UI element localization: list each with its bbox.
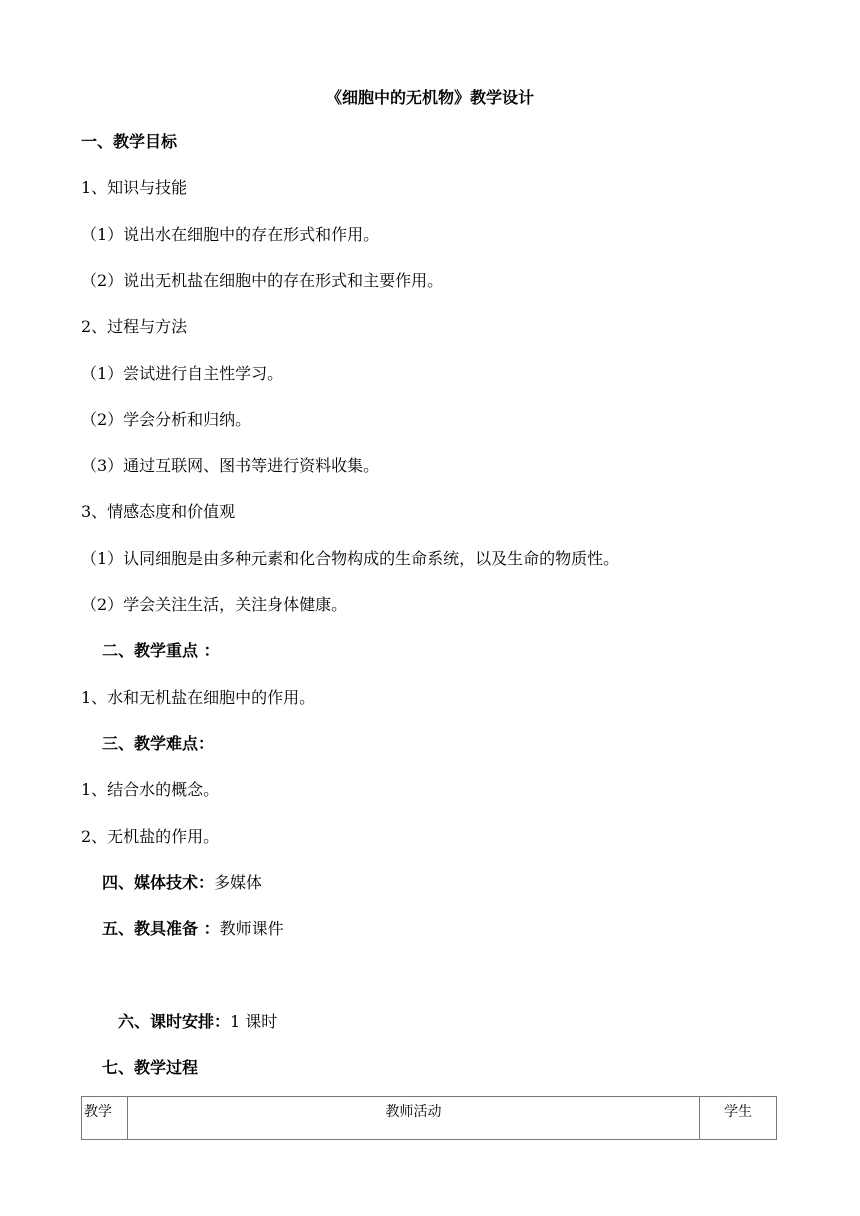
document-title: 《细胞中的无机物》教学设计 [325, 88, 534, 107]
table-header-teacher-activity: 教师活动 [128, 1097, 700, 1139]
difficulty-item: 2、无机盐的作用。 [81, 827, 220, 846]
section-difficulties-heading: 三、教学难点： [102, 734, 215, 753]
section-teaching-objectives-heading: 一、教学目标 [81, 132, 178, 151]
objective-item: （1）尝试进行自主性学习。 [81, 364, 284, 383]
section-media-technology-value: 多媒体 [214, 873, 263, 892]
table-header-teaching: 教学 [82, 1097, 128, 1139]
teaching-process-table [81, 1096, 777, 1140]
section-class-schedule-value: 1 课时 [230, 1012, 278, 1031]
key-point-item: 1、水和无机盐在细胞中的作用。 [81, 688, 316, 707]
objective-item: （2）学会关注生活，关注身体健康。 [81, 595, 348, 614]
section-class-schedule [118, 1012, 277, 1032]
subsection-process-methods-heading: 2、过程与方法 [81, 317, 188, 336]
objective-item: （1）认同细胞是由多种元素和化合物构成的生命系统，以及生命的物质性。 [81, 549, 620, 568]
section-teaching-aids-value: 教师课件 [219, 919, 284, 938]
table-header-student: 学生 [724, 1104, 752, 1120]
section-key-points-heading: 二、教学重点 ： [102, 641, 220, 660]
objective-item: （3）通过互联网、图书等进行资料收集。 [81, 456, 380, 475]
section-teaching-process-heading: 七、教学过程 [102, 1058, 199, 1077]
objective-item: （2）说出无机盐在细胞中的存在形式和主要作用。 [81, 271, 444, 290]
objective-item: （2）学会分析和归纳。 [81, 410, 252, 429]
section-class-schedule-heading: 六、课时安排： [118, 1012, 231, 1031]
difficulty-item: 1、结合水的概念。 [81, 780, 220, 799]
subsection-knowledge-skills-heading: 1、知识与技能 [81, 178, 188, 197]
section-teaching-aids-heading: 五、教具准备 ： [102, 919, 220, 938]
section-media-technology [102, 873, 262, 893]
section-media-technology-heading: 四、媒体技术： [102, 873, 215, 892]
section-teaching-aids [102, 919, 284, 939]
subsection-attitudes-values-heading: 3、情感态度和价值观 [81, 502, 236, 521]
objective-item: （1）说出水在细胞中的存在形式和作用。 [81, 225, 380, 244]
